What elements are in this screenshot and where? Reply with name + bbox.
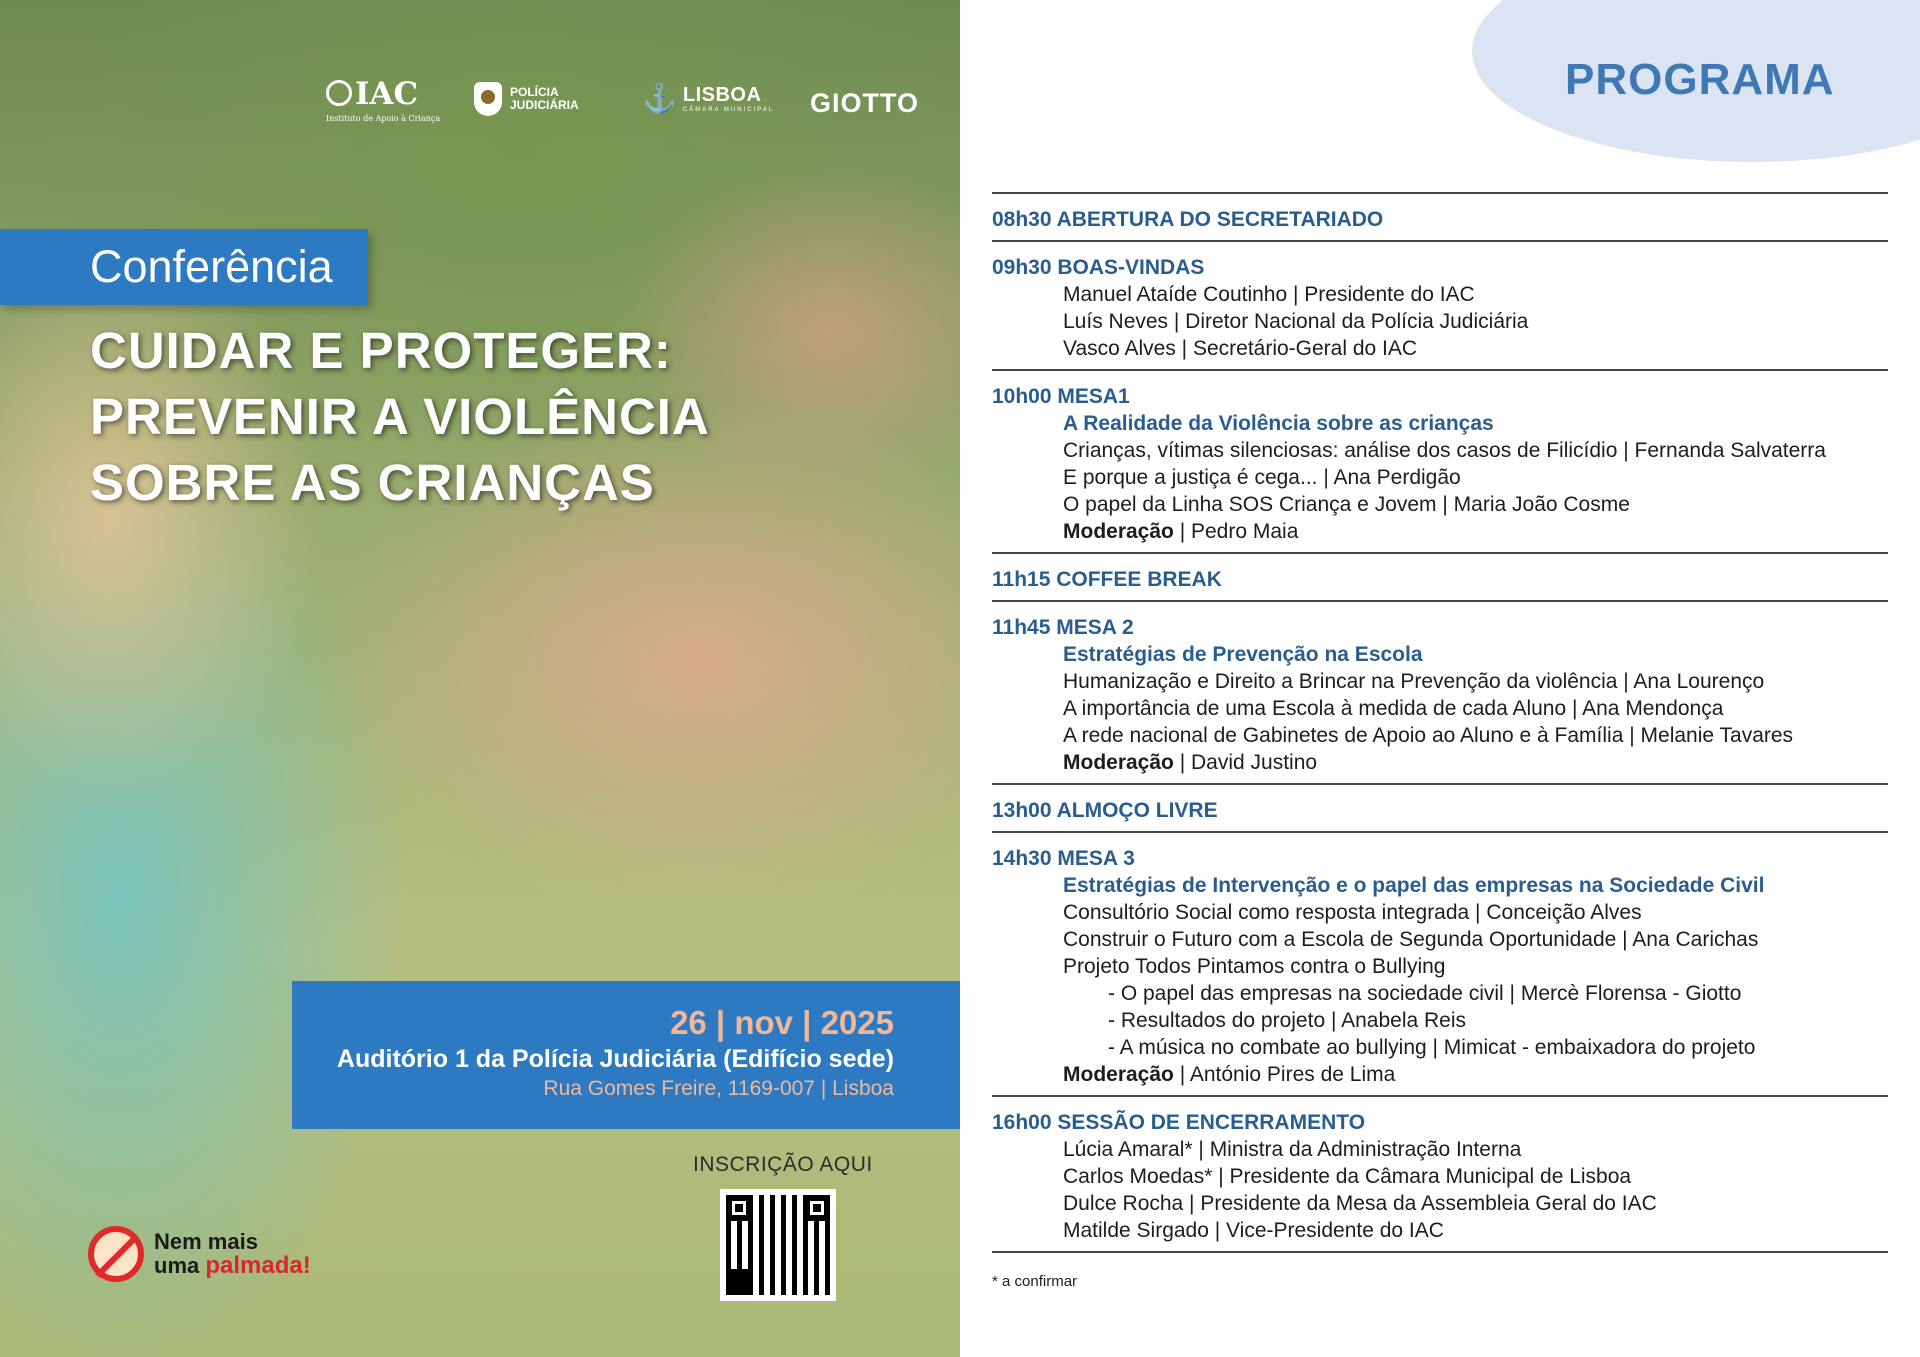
- session-heading: 14h30 MESA 3: [992, 847, 1135, 870]
- talk-line: A rede nacional de Gabinetes de Apoio ao Aluno e à Família | Melanie Tavares: [1063, 724, 1794, 747]
- talk-line: Crianças, vítimas silenciosas: análise dos casos de Filicídio | Fernanda Salvaterra: [1063, 439, 1826, 462]
- schedule-block: [992, 831, 1888, 1095]
- talk-line: A importância de uma Escola à medida de cada Aluno | Ana Mendonça: [1063, 697, 1724, 720]
- talk-line: O papel da Linha SOS Criança e Jovem | Maria João Cosme: [1063, 493, 1630, 516]
- event-date: 26 | nov | 2025: [670, 1004, 894, 1041]
- program-schedule: [992, 192, 1888, 1253]
- registration-label: INSCRIÇÃO AQUI: [693, 1153, 873, 1176]
- event-venue: Auditório 1 da Polícia Judiciária (Edifício sede): [336, 1045, 894, 1073]
- iac-ring-icon: [326, 80, 352, 106]
- session-heading: 11h15 COFFEE BREAK: [992, 568, 1222, 591]
- partner-logos: [326, 78, 936, 124]
- talk-line: Consultório Social como resposta integrada | Conceição Alves: [1063, 901, 1642, 924]
- sub-talk-line: - Resultados do projeto | Anabela Reis: [1108, 1009, 1467, 1032]
- moderator-line: Moderação | David Justino: [1063, 751, 1318, 774]
- schedule-block: [992, 783, 1888, 831]
- speaker-line: Carlos Moedas* | Presidente da Câmara Municipal de Lisboa: [1063, 1165, 1632, 1188]
- pj-badge-icon: [474, 82, 502, 116]
- speaker-line: Matilde Sirgado | Vice-Presidente do IAC: [1063, 1219, 1444, 1242]
- moderator-line: Moderação | Pedro Maia: [1063, 520, 1299, 543]
- conference-tag: Conferência: [0, 229, 368, 305]
- campaign-logo: Nem mais uma palmada!: [88, 1226, 311, 1282]
- schedule-block: [992, 240, 1888, 369]
- title-line: SOBRE AS CRIANÇAS: [90, 454, 655, 511]
- title-line: PREVENIR A VIOLÊNCIA: [90, 388, 710, 445]
- title-line: CUIDAR E PROTEGER:: [90, 322, 672, 379]
- event-info-box: [292, 981, 960, 1129]
- schedule-block: [992, 369, 1888, 552]
- session-heading: 11h45 MESA 2: [992, 616, 1134, 639]
- talk-line: E porque a justiça é cega... | Ana Perdigão: [1063, 466, 1461, 489]
- schedule-block: [992, 1095, 1888, 1253]
- lisboa-ship-icon: ⚓: [642, 82, 677, 114]
- speaker-line: Manuel Ataíde Coutinho | Presidente do IAC: [1063, 283, 1475, 306]
- speaker-line: Luís Neves | Diretor Nacional da Polícia Judiciária: [1063, 310, 1529, 333]
- conference-title: [90, 318, 750, 516]
- registration-qr-code[interactable]: [720, 1189, 836, 1301]
- schedule-block: [992, 552, 1888, 600]
- iac-logo: IAC Instituto de Apoio à Criança: [326, 76, 441, 123]
- moderator-line: Moderação | António Pires de Lima: [1063, 1063, 1396, 1086]
- program-title: PROGRAMA: [1565, 55, 1835, 104]
- policia-judiciaria-logo: POLÍCIA JUDICIÁRIA: [474, 82, 590, 116]
- qr-code-icon: [726, 1195, 830, 1295]
- session-theme: Estratégias de Prevenção na Escola: [1063, 643, 1423, 666]
- session-heading: 13h00 ALMOÇO LIVRE: [992, 799, 1218, 822]
- talk-line: Projeto Todos Pintamos contra o Bullying: [1063, 955, 1446, 978]
- session-heading: 08h30 ABERTURA DO SECRETARIADO: [992, 208, 1384, 231]
- speaker-line: Vasco Alves | Secretário-Geral do IAC: [1063, 337, 1418, 360]
- schedule-block: [992, 192, 1888, 240]
- session-theme: A Realidade da Violência sobre as crianças: [1063, 412, 1494, 435]
- talk-line: Humanização e Direito a Brincar na Prevenção da violência | Ana Lourenço: [1063, 670, 1765, 693]
- session-heading: 09h30 BOAS-VINDAS: [992, 256, 1205, 279]
- sub-talk-line: - O papel das empresas na sociedade civil | Mercè Florensa - Giotto: [1108, 982, 1742, 1005]
- giotto-logo: GIOTTO: [810, 88, 920, 118]
- schedule-block: [992, 600, 1888, 783]
- lisboa-logo: ⚓ LISBOA CÂMARA MUNICIPAL: [642, 82, 775, 114]
- speaker-line: Lúcia Amaral* | Ministra da Administração Interna: [1063, 1138, 1522, 1161]
- session-theme: Estratégias de Intervenção e o papel das empresas na Sociedade Civil: [1063, 874, 1765, 897]
- session-heading: 10h00 MESA1: [992, 385, 1130, 408]
- talk-line: Construir o Futuro com a Escola de Segunda Oportunidade | Ana Carichas: [1063, 928, 1759, 951]
- session-heading: 16h00 SESSÃO DE ENCERRAMENTO: [992, 1111, 1366, 1134]
- sub-talk-line: - A música no combate ao bullying | Mimicat - embaixadora do projeto: [1108, 1036, 1756, 1059]
- event-address: Rua Gomes Freire, 1169-007 | Lisboa: [543, 1077, 894, 1100]
- no-slap-icon: [88, 1226, 144, 1282]
- iac-logo-subtitle: Instituto de Apoio à Criança: [326, 114, 441, 123]
- speaker-line: Dulce Rocha | Presidente da Mesa da Assembleia Geral do IAC: [1063, 1192, 1657, 1215]
- footnote: * a confirmar: [992, 1273, 1078, 1290]
